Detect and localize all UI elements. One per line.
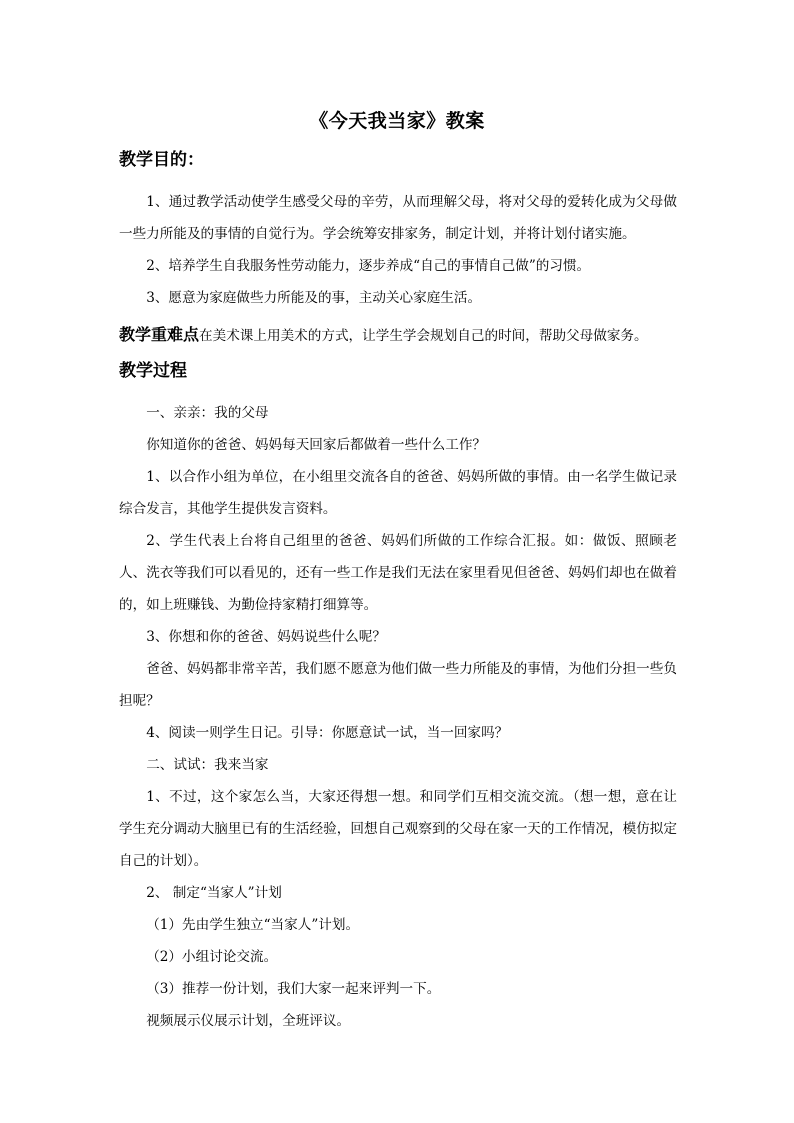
key-points-text: 在美术课上用美术的方式，让学生学会规划自己的时间，帮助父母做家务。 (199, 328, 648, 344)
process-paragraph: 2、 制定“当家人”计划 (146, 885, 282, 901)
process-section-1-title: 一、亲亲：我的父母 (146, 405, 269, 421)
process-paragraph: 爸爸、妈妈都非常辛苦，我们愿不愿意为他们做一些力所能及的事情，为他们分担一些负担呢？ (119, 661, 677, 709)
process-paragraph: 4、阅读一则学生日记。引导：你愿意试一试，当一回家吗？ (146, 725, 509, 741)
objective-item-1: 1、通过教学活动使学生感受父母的辛劳，从而理解父母，将对父母的爱转化成为父母做一些力所能及的事情的自觉行为。学会统筹安排家务，制定计划，并将计划付诸实施。 (119, 194, 677, 242)
process-paragraph: （3）推荐一份计划，我们大家一起来评判一下。 (146, 981, 441, 997)
document-body (119, 148, 677, 1037)
process-paragraph: 1、不过，这个家怎么当，大家还得想一想。和同学们互相交流交流。（想一想，意在让学生充分调动大脑里已有的生活经验，回想自己观察到的父母在家一天的工作情况，模仿拟定自己的计划）。 (119, 789, 677, 869)
process-paragraph: （1）先由学生独立“当家人”计划。 (146, 917, 360, 933)
key-points (119, 320, 677, 351)
process-paragraph: 你知道你的爸爸、妈妈每天回家后都做着一些什么工作？ (146, 437, 487, 453)
key-points-label: 教学重难点 (119, 325, 200, 344)
process-paragraph: 1、以合作小组为单位，在小组里交流各自的爸爸、妈妈所做的事情。由一名学生做记录综合发言，其他学生提供发言资料。 (119, 469, 677, 517)
objective-item-2: 2、培养学生自我服务性劳动能力，逐步养成“自己的事情自己做”的习惯。 (146, 258, 591, 274)
process-paragraph: （2）小组讨论交流。 (146, 949, 278, 965)
process-heading: 教学过程 (119, 361, 187, 381)
process-paragraph: 视频展示仪展示计划，全班评议。 (146, 1013, 351, 1029)
process-section-2-title: 二、试试：我来当家 (146, 757, 269, 773)
process-paragraph: 3、你想和你的爸爸、妈妈说些什么呢？ (146, 629, 386, 645)
objective-item-3: 3、愿意为家庭做些力所能及的事，主动关心家庭生活。 (146, 290, 482, 306)
document-title: 《今天我当家》教案 (309, 110, 485, 132)
objectives-heading: 教学目的： (119, 150, 204, 170)
process-paragraph: 2、学生代表上台将自己组里的爸爸、妈妈们所做的工作综合汇报。如：做饭、照顾老人、洗衣等我们可以看见的，还有一些工作是我们无法在家里看见但爸爸、妈妈们却也在做着的，如上班赚钱、为勤俭持家精打细算等。 (119, 533, 677, 613)
